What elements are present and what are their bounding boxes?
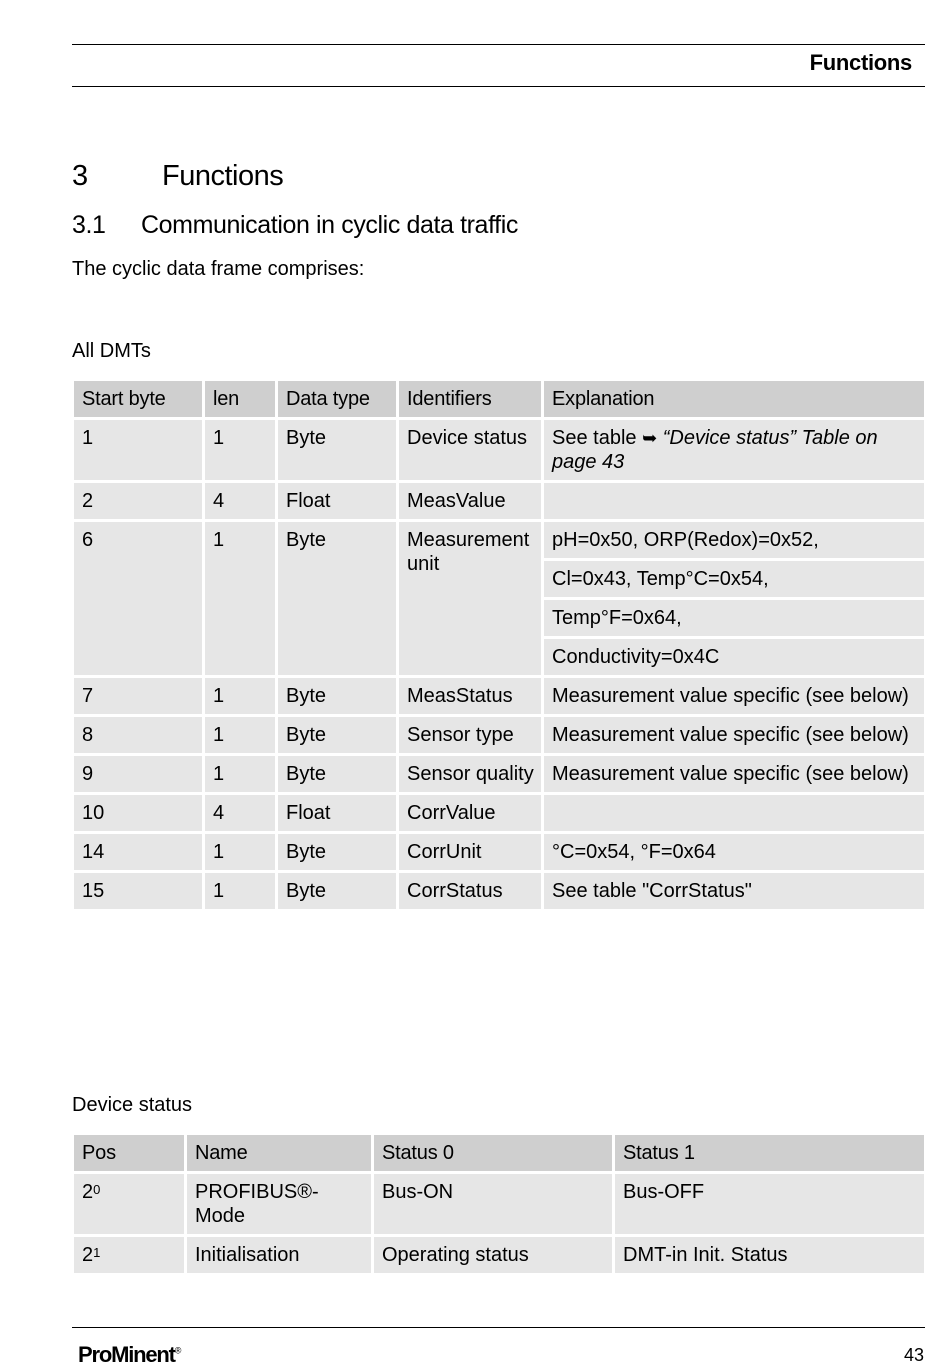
cell-start: 8 <box>74 717 202 753</box>
cell-identifier: CorrStatus <box>399 873 541 909</box>
table-row <box>74 1237 924 1273</box>
cell-explanation: Measurement value specific (see below) <box>544 717 924 753</box>
column-header: Name <box>187 1135 371 1171</box>
cell-start: 1 <box>74 420 202 480</box>
cell-identifier: Sensor type <box>399 717 541 753</box>
cell-start: 2 <box>74 483 202 519</box>
header-rule-top <box>72 44 925 45</box>
cell-identifier: MeasValue <box>399 483 541 519</box>
chapter-title: Functions <box>162 160 284 192</box>
cell-explanation: See table "CorrStatus" <box>544 873 924 909</box>
table-row <box>74 420 924 480</box>
section-heading <box>72 211 518 240</box>
column-header: Data type <box>278 381 396 417</box>
cell-explanation: Measurement value specific (see below) <box>544 756 924 792</box>
cell-len: 1 <box>205 420 275 480</box>
running-header: Functions <box>809 50 912 75</box>
cell-identifier: Sensor quality <box>399 756 541 792</box>
cell-status-1: DMT-in Init. Status <box>615 1237 924 1273</box>
device-status-caption: Device status <box>72 1094 193 1116</box>
cell-type: Byte <box>278 873 396 909</box>
link-arrow-icon: ➥ <box>642 428 658 448</box>
cell-explanation: Conductivity=0x4C <box>544 639 924 675</box>
cell-start: 7 <box>74 678 202 714</box>
cell-identifier: MeasStatus <box>399 678 541 714</box>
column-header: Explanation <box>544 381 924 417</box>
page-number: 43 <box>903 1345 924 1365</box>
chapter-heading <box>72 160 283 193</box>
cell-len: 1 <box>205 873 275 909</box>
header-rule-bottom <box>72 86 925 87</box>
cell-explanation: pH=0x50, ORP(Redox)=0x52, <box>544 522 924 558</box>
cell-identifier: Device status <box>399 420 541 480</box>
device-status-table <box>71 1132 927 1276</box>
cell-pos <box>74 1237 184 1273</box>
pos-exponent: 0 <box>93 1182 101 1197</box>
cell-explanation <box>544 420 924 480</box>
all-dmts-caption: All DMTs <box>72 340 151 362</box>
cell-len: 1 <box>205 756 275 792</box>
cell-explanation: Measurement value specific (see below) <box>544 678 924 714</box>
cell-type: Byte <box>278 678 396 714</box>
cell-name: PROFIBUS®-Mode <box>187 1174 371 1234</box>
cell-start: 10 <box>74 795 202 831</box>
cell-type: Float <box>278 483 396 519</box>
cell-type: Byte <box>278 717 396 753</box>
cell-len: 1 <box>205 717 275 753</box>
table-row <box>74 834 924 870</box>
table-row <box>74 483 924 519</box>
cell-len: 1 <box>205 834 275 870</box>
table-row <box>74 873 924 909</box>
all-dmts-table <box>71 378 927 912</box>
cell-len: 1 <box>205 678 275 714</box>
logo-text: ProMinent <box>78 1342 175 1367</box>
chapter-number: 3 <box>72 160 88 192</box>
section-title: Communication in cyclic data traffic <box>141 211 518 239</box>
cell-type: Byte <box>278 522 396 675</box>
cell-start: 6 <box>74 522 202 675</box>
cell-type: Byte <box>278 834 396 870</box>
section-number: 3.1 <box>72 211 106 239</box>
table-header-row <box>74 381 924 417</box>
table-header-row <box>74 1135 924 1171</box>
cell-type: Float <box>278 795 396 831</box>
device-status-table-link[interactable]: “Device status” Table on page 43 <box>552 427 878 473</box>
cell-pos <box>74 1174 184 1234</box>
cell-start: 9 <box>74 756 202 792</box>
prominent-logo <box>78 1342 181 1368</box>
cell-start: 14 <box>74 834 202 870</box>
cell-name: Initialisation <box>187 1237 371 1273</box>
cell-explanation: °C=0x54, °F=0x64 <box>544 834 924 870</box>
column-header: Status 1 <box>615 1135 924 1171</box>
pos-base: 2 <box>82 1244 94 1266</box>
cell-status-0: Bus-ON <box>374 1174 612 1234</box>
column-header: Start byte <box>74 381 202 417</box>
cell-len: 4 <box>205 795 275 831</box>
cell-explanation <box>544 795 924 831</box>
footer-rule <box>72 1327 925 1328</box>
column-header: Status 0 <box>374 1135 612 1171</box>
cell-status-1: Bus-OFF <box>615 1174 924 1234</box>
intro-text: The cyclic data frame comprises: <box>72 258 365 280</box>
cell-len: 1 <box>205 522 275 675</box>
cell-identifier: Measurement unit <box>399 522 541 675</box>
cell-explanation: Cl=0x43, Temp°C=0x54, <box>544 561 924 597</box>
pos-exponent: 1 <box>93 1245 101 1260</box>
cell-explanation: Temp°F=0x64, <box>544 600 924 636</box>
table-row <box>74 678 924 714</box>
cell-type: Byte <box>278 420 396 480</box>
table-row <box>74 1174 924 1234</box>
column-header: len <box>205 381 275 417</box>
cell-explanation <box>544 483 924 519</box>
registered-mark: ® <box>174 1345 182 1356</box>
table-row <box>74 717 924 753</box>
cell-type: Byte <box>278 756 396 792</box>
table-row <box>74 522 924 558</box>
column-header: Pos <box>74 1135 184 1171</box>
table-row <box>74 756 924 792</box>
column-header: Identifiers <box>399 381 541 417</box>
explanation-prefix: See table <box>552 427 637 449</box>
pos-base: 2 <box>82 1181 94 1203</box>
cell-identifier: CorrUnit <box>399 834 541 870</box>
table-row <box>74 795 924 831</box>
cell-len: 4 <box>205 483 275 519</box>
cell-status-0: Operating status <box>374 1237 612 1273</box>
cell-identifier: CorrValue <box>399 795 541 831</box>
cell-start: 15 <box>74 873 202 909</box>
